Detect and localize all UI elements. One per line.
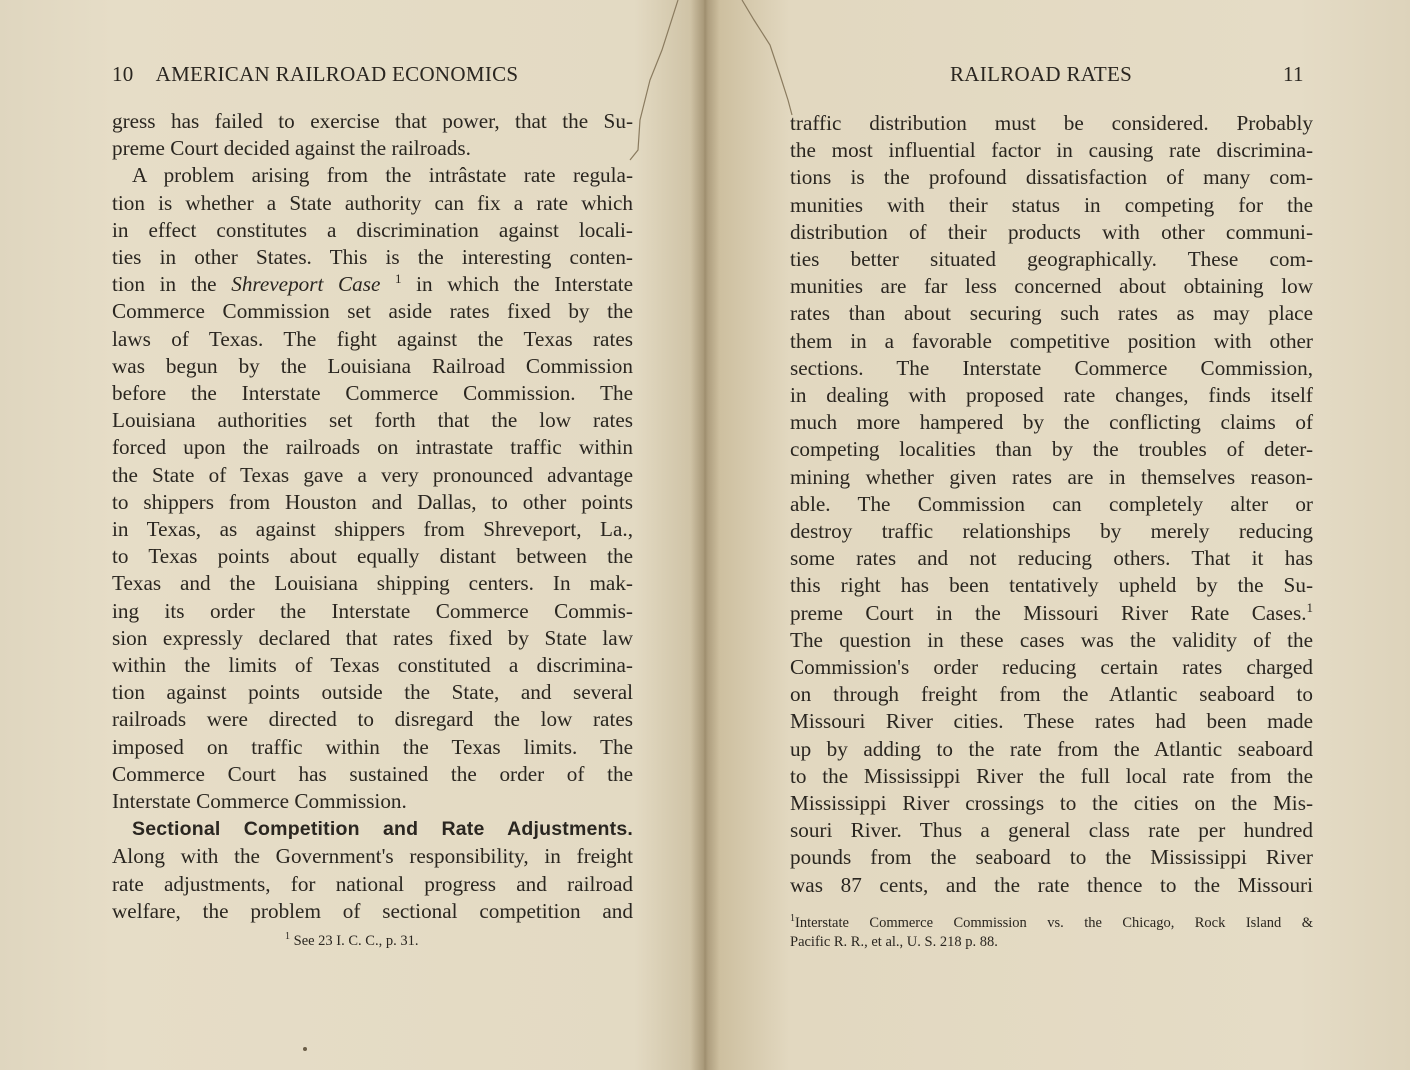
text-line: able. The Commission can completely alter or (790, 491, 1313, 516)
text-line: ties better situated geographically. These com- (790, 247, 1313, 272)
text-line: up by adding to the rate from the Atlantic seaboard (790, 736, 1313, 761)
section-heading: Sectional Competition and Rate Adjustments. (132, 818, 633, 841)
left-running-title: AMERICAN RAILROAD ECONOMICS (155, 62, 519, 86)
text-line: them in a favorable competitive position with other (790, 328, 1313, 353)
text-line: on through freight from the Atlantic seaboard to (790, 682, 1313, 707)
text-line: Interstate Commerce Commission. (112, 789, 407, 814)
footnote-line: Pacific R. R., et al., U. S. 218 p. 88. (790, 934, 998, 950)
text-line: to the Mississippi River the full local rate from the (790, 763, 1313, 788)
text-line: Mississippi River crossings to the cities on the Mis- (790, 791, 1313, 816)
text-line: Along with the Government's responsibility, in freight (112, 844, 633, 869)
text-line: was 87 cents, and the rate thence to the Missouri (790, 872, 1313, 897)
left-page-number: 10 (112, 62, 134, 86)
text-line: A problem arising from the intrâstate rate regula- (132, 163, 633, 188)
text-line: sections. The Interstate Commerce Commission, (790, 355, 1313, 380)
right-page-number: 11 (1283, 62, 1304, 86)
text-line: to shippers from Houston and Dallas, to other points (112, 489, 633, 514)
text-line: souri River. Thus a general class rate per hundred (790, 818, 1313, 843)
text-line: gress has failed to exercise that power, that the Su- (112, 109, 633, 133)
text-line: Commerce Court has sustained the order of the (112, 761, 633, 786)
footnote-text: See 23 I. C. C., p. 31. (293, 933, 419, 949)
text-line: laws of Texas. The fight against the Texas rates (112, 326, 633, 351)
text-line: ing its order the Interstate Commerce Commis- (112, 598, 633, 623)
text-line: tion against points outside the State, and several (112, 680, 633, 705)
footnote-mark: 1 (1306, 599, 1313, 615)
text-line: in dealing with proposed rate changes, finds itself (790, 383, 1313, 408)
text-line: in Texas, as against shippers from Shreveport, La., (112, 517, 633, 542)
right-page (710, 0, 1410, 1070)
text-fragment: tion in the (112, 272, 232, 297)
text-line-with-citation (790, 600, 1313, 627)
footnote-mark: 1 (285, 931, 290, 942)
text-line: mining whether given rates are in themselves reason- (790, 464, 1313, 489)
footnote-line (790, 914, 1313, 933)
text-line: Missouri River cities. These rates had been made (790, 709, 1313, 734)
text-line: the most influential factor in causing rate discrimina- (790, 138, 1313, 163)
left-body-text (112, 108, 633, 925)
text-line: sion expressly declared that rates fixed by State law (112, 625, 633, 650)
text-line: imposed on traffic within the Texas limits. The (112, 734, 633, 759)
text-fragment: preme Court in the Missouri River Rate Cases. (790, 600, 1307, 625)
text-line: pounds from the seaboard to the Mississippi River (790, 845, 1313, 870)
right-footnote (790, 914, 1313, 952)
text-line: munities with their status in competing for the (790, 192, 1313, 217)
text-line: welfare, the problem of sectional competition and (112, 898, 633, 923)
text-line: distribution of their products with other communi- (790, 219, 1313, 244)
text-line: this right has been tentatively upheld by the Su- (790, 573, 1313, 598)
text-line: much more hampered by the conflicting claims of (790, 410, 1313, 435)
text-line: railroads were directed to disregard the low rates (112, 707, 633, 732)
text-line: was begun by the Louisiana Railroad Commission (112, 353, 633, 378)
text-line: traffic distribution must be considered. Probably (790, 111, 1313, 135)
left-running-head (112, 62, 592, 87)
left-page (0, 0, 700, 1070)
text-line: some rates and not reducing others. That it has (790, 546, 1313, 571)
left-paragraph-1 (112, 108, 633, 162)
text-fragment: in which the Interstate (401, 272, 634, 297)
text-line: to Texas points about equally distant between the (112, 544, 633, 569)
text-line: rates than about securing such rates as may place (790, 301, 1313, 326)
text-line: tions is the profound dissatisfaction of many com- (790, 165, 1313, 190)
text-line: ties in other States. This is the interesting conten- (112, 245, 633, 270)
text-line: The question in these cases was the validity of the (790, 627, 1313, 652)
text-line-with-citation (112, 271, 633, 298)
footnote-mark: 1 (790, 913, 795, 924)
text-line: munities are far less concerned about obtaining low (790, 274, 1313, 299)
text-line: destroy traffic relationships by merely reducing (790, 519, 1313, 544)
right-paragraph (790, 110, 1313, 899)
text-line: Texas and the Louisiana shipping centers. In mak- (112, 571, 633, 596)
left-paragraph-2 (112, 162, 633, 815)
text-line: Louisiana authorities set forth that the low rates (112, 408, 633, 433)
text-line: tion is whether a State authority can fix a rate which (112, 190, 633, 215)
left-paragraph-3 (112, 815, 633, 925)
text-line: before the Interstate Commerce Commission. The (112, 381, 633, 406)
section-heading-line (112, 815, 633, 843)
right-running-title: RAILROAD RATES (950, 62, 1133, 86)
text-line: within the limits of Texas constituted a discrimina- (112, 653, 633, 678)
footnote-mark: 1 (395, 271, 402, 287)
text-line: competing localities than by the troubles of deter- (790, 437, 1313, 462)
text-line: the State of Texas gave a very pronounced advantage (112, 462, 633, 487)
footnote-text: Interstate Commerce Commission vs. the Chicago, Rock Island & (795, 915, 1313, 931)
case-name-italic: Shreveport Case (231, 272, 381, 297)
left-footnote (285, 932, 418, 951)
text-line: in effect constitutes a discrimination against locali- (112, 217, 633, 242)
text-line: forced upon the railroads on intrastate traffic within (112, 435, 633, 460)
text-line: preme Court decided against the railroads. (112, 136, 471, 161)
right-body-text (790, 110, 1313, 899)
text-line: rate adjustments, for national progress and railroad (112, 871, 633, 896)
text-line: Commerce Commission set aside rates fixed by the (112, 299, 633, 324)
text-line: Commission's order reducing certain rates charged (790, 655, 1313, 680)
